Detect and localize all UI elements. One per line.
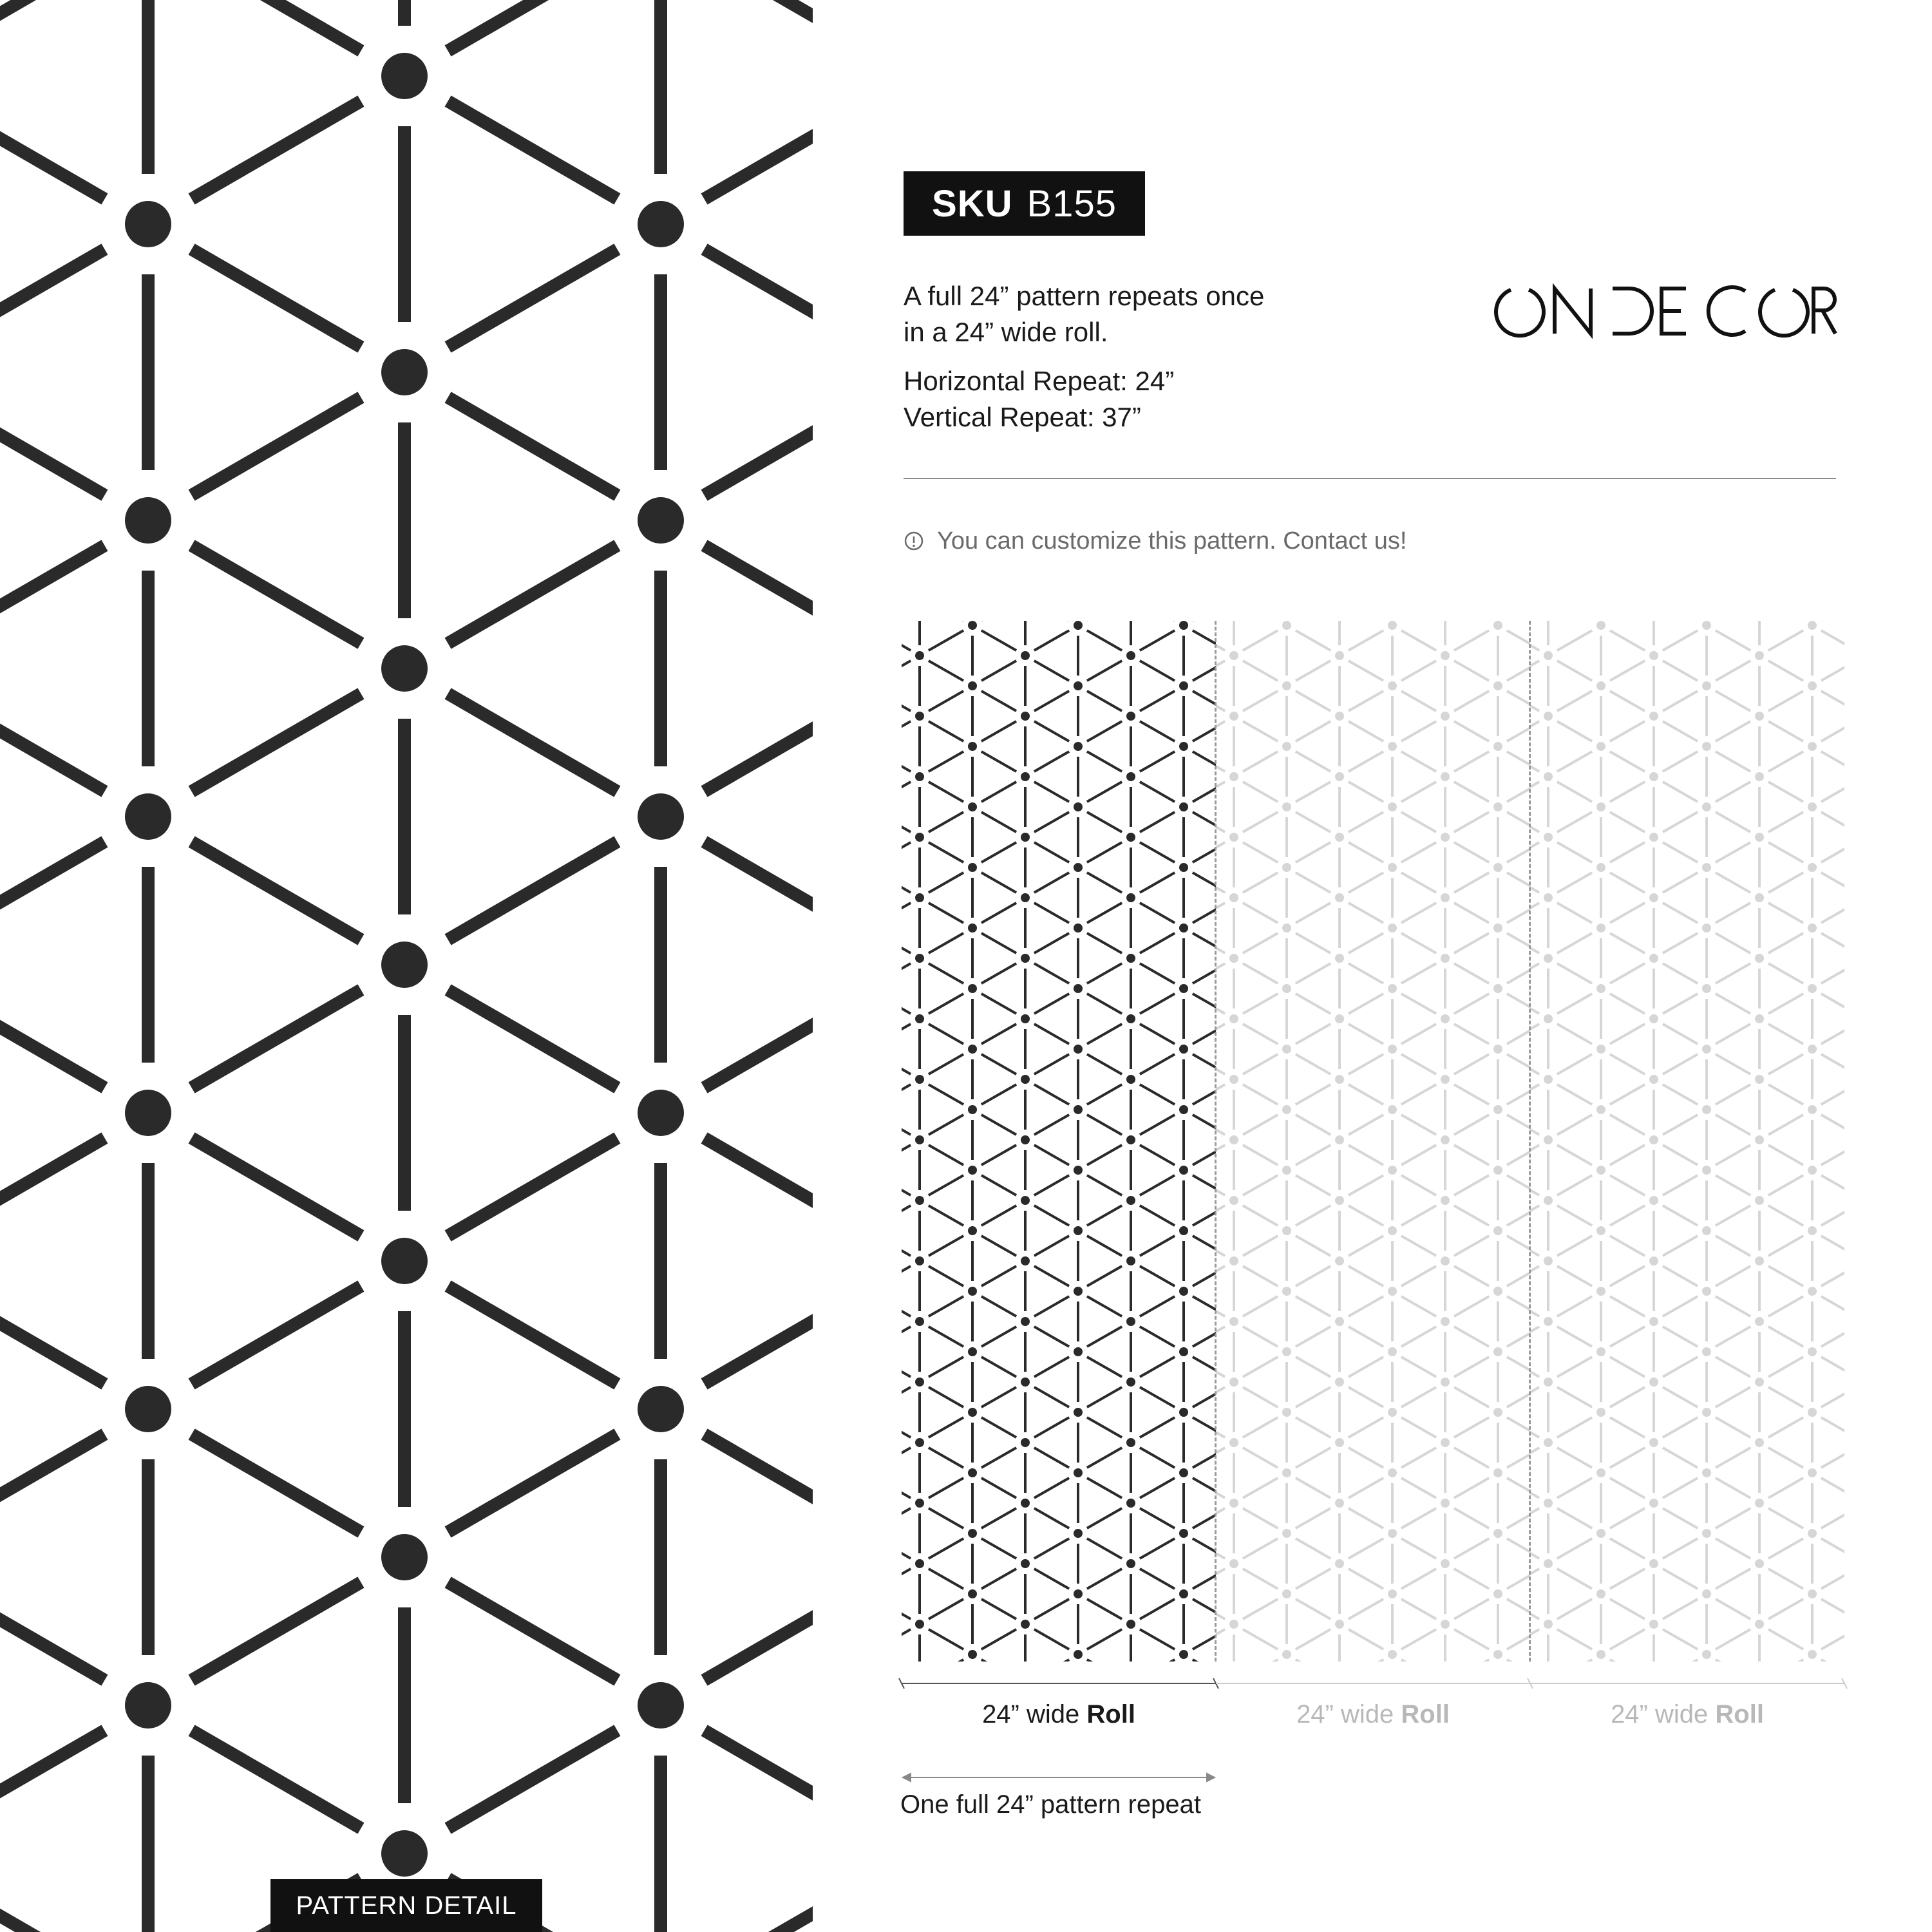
- roll-seam-2: [1529, 621, 1531, 1662]
- sku-key: SKU: [932, 182, 1013, 225]
- sku-value: B155: [1027, 182, 1117, 225]
- section-divider: [904, 478, 1836, 479]
- roll-pattern-1: [902, 621, 1216, 1662]
- customize-note[interactable]: [904, 523, 1406, 559]
- pattern-detail-panel: [0, 0, 813, 1932]
- repeat-specs: [904, 363, 1367, 435]
- pattern-detail-image: [0, 0, 813, 1932]
- description-line-1: A full 24” pattern repeats once: [904, 281, 1265, 311]
- info-circle-icon: [904, 531, 924, 551]
- roll-preview-1: [902, 621, 1216, 1662]
- roll-pattern-2: [1216, 621, 1530, 1662]
- roll-preview-3: [1530, 621, 1844, 1662]
- brand-logo: [1493, 278, 1838, 343]
- vertical-repeat: Vertical Repeat: 37”: [904, 402, 1141, 432]
- roll-label-3: 24” wide Roll: [1611, 1700, 1764, 1728]
- roll-label-1: 24” wide Roll: [982, 1700, 1135, 1728]
- roll-preview: [902, 621, 1842, 1662]
- roll-pattern-3: [1530, 621, 1844, 1662]
- customize-note-text: You can customize this pattern. Contact us!: [937, 527, 1407, 554]
- pattern-repeat-caption: One full 24” pattern repeat: [900, 1790, 1201, 1819]
- pattern-detail-label: PATTERN DETAIL: [270, 1879, 542, 1932]
- description-line-2: in a 24” wide roll.: [904, 317, 1108, 347]
- roll-preview-2: [1216, 621, 1530, 1662]
- sku-badge: [904, 171, 1145, 236]
- pattern-description: [904, 278, 1367, 350]
- roll-label-2: 24” wide Roll: [1296, 1700, 1450, 1728]
- horizontal-repeat: Horizontal Repeat: 24”: [904, 366, 1175, 396]
- roll-seam-1: [1215, 621, 1217, 1662]
